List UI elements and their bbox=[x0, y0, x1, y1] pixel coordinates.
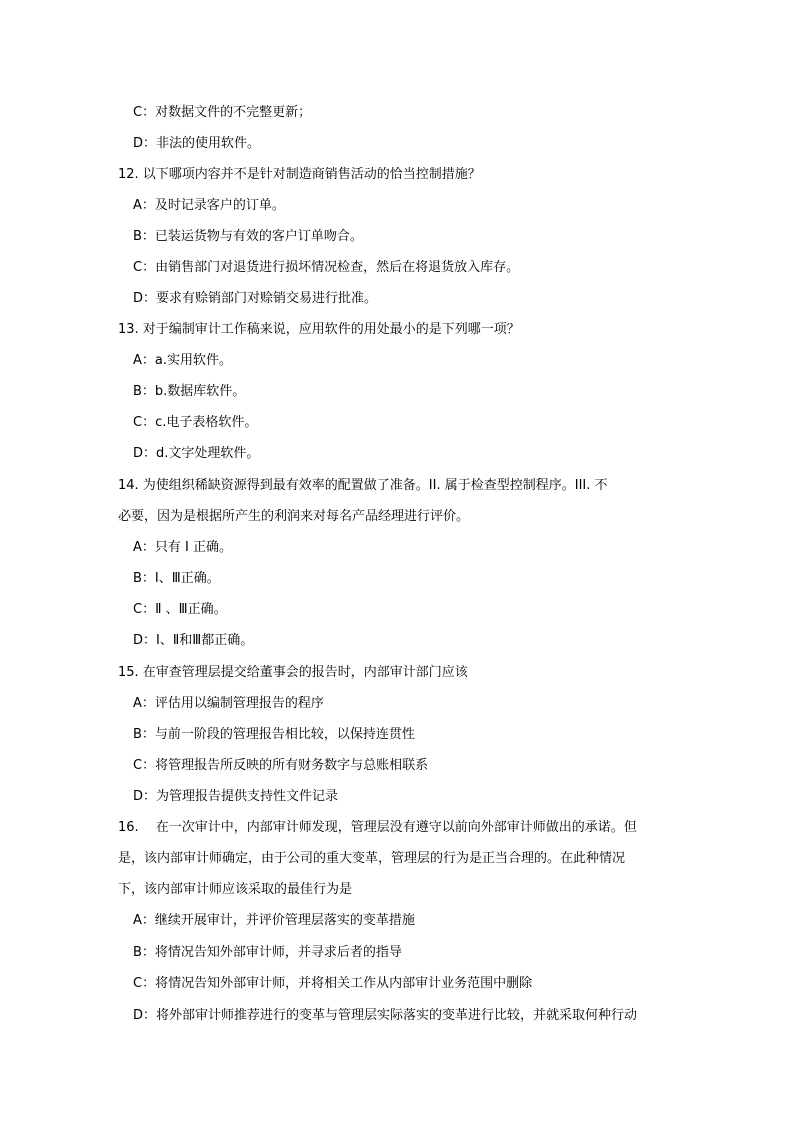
option-16-b: B：将情况告知外部审计师，并寻求后者的指导 bbox=[133, 945, 402, 960]
option-16-c: C：将情况告知外部审计师，并将相关工作从内部审计业务范围中删除 bbox=[133, 976, 533, 991]
option-15-c: C：将管理报告所反映的所有财务数字与总账相联系 bbox=[133, 758, 429, 773]
option-15-a: A：评估用以编制管理报告的程序 bbox=[133, 696, 324, 711]
option-12-b: B：已装运货物与有效的客户订单吻合。 bbox=[133, 229, 363, 244]
option-15-b: B：与前一阶段的管理报告相比较，以保持连贯性 bbox=[133, 727, 415, 742]
option-14-c: C：Ⅱ 、Ⅲ正确。 bbox=[133, 602, 227, 617]
question-12: 12. 以下哪项内容并不是针对制造商销售活动的恰当控制措施？ bbox=[118, 167, 481, 182]
question-15: 15. 在审查管理层提交给董事会的报告时，内部审计部门应该 bbox=[118, 665, 468, 680]
question-13: 13. 对于编制审计工作稿来说，应用软件的用处最小的是下列哪一项？ bbox=[118, 322, 520, 337]
option-13-d: D：d.文字处理软件。 bbox=[133, 446, 260, 461]
question-16-continued-1: 是，该内部审计师确定，由于公司的重大变革，管理层的行为是正当合理的。在此种情况 bbox=[118, 851, 626, 866]
option-12-d: D：要求有赊销部门对赊销交易进行批准。 bbox=[133, 291, 378, 306]
option-11-c: C：对数据文件的不完整更新； bbox=[133, 105, 312, 120]
question-14: 14. 为使组织稀缺资源得到最有效率的配置做了准备。II. 属于检查型控制程序。III. 不 bbox=[118, 478, 608, 493]
option-13-c: C：c.电子表格软件。 bbox=[133, 415, 258, 430]
option-12-c: C：由销售部门对退货进行损坏情况检查，然后在将退货放入库存。 bbox=[133, 260, 520, 275]
option-14-a: A：只有 I 正确。 bbox=[133, 540, 232, 555]
question-16-continued-2: 下，该内部审计师应该采取的最佳行为是 bbox=[118, 882, 353, 897]
option-12-a: A：及时记录客户的订单。 bbox=[133, 198, 285, 213]
option-13-a: A：a.实用软件。 bbox=[133, 353, 232, 368]
option-16-d: D：将外部审计师推荐进行的变革与管理层实际落实的变革进行比较，并就采取何种行动 bbox=[133, 1008, 638, 1023]
option-13-b: B：b.数据库软件。 bbox=[133, 384, 246, 399]
option-15-d: D：为管理报告提供支持性文件记录 bbox=[133, 789, 339, 804]
option-14-b: B：I、Ⅲ正确。 bbox=[133, 571, 220, 586]
question-16: 16. 在一次审计中，内部审计师发现，管理层没有遵守以前向外部审计师做出的承诺。但 bbox=[118, 820, 637, 835]
option-16-a: A：继续开展审计，并评价管理层落实的变革措施 bbox=[133, 913, 415, 928]
option-14-d: D：I、Ⅱ和Ⅲ都正确。 bbox=[133, 633, 254, 648]
option-11-d: D：非法的使用软件。 bbox=[133, 136, 261, 151]
question-14-continued: 必要，因为是根据所产生的利润来对每名产品经理进行评价。 bbox=[118, 509, 470, 524]
